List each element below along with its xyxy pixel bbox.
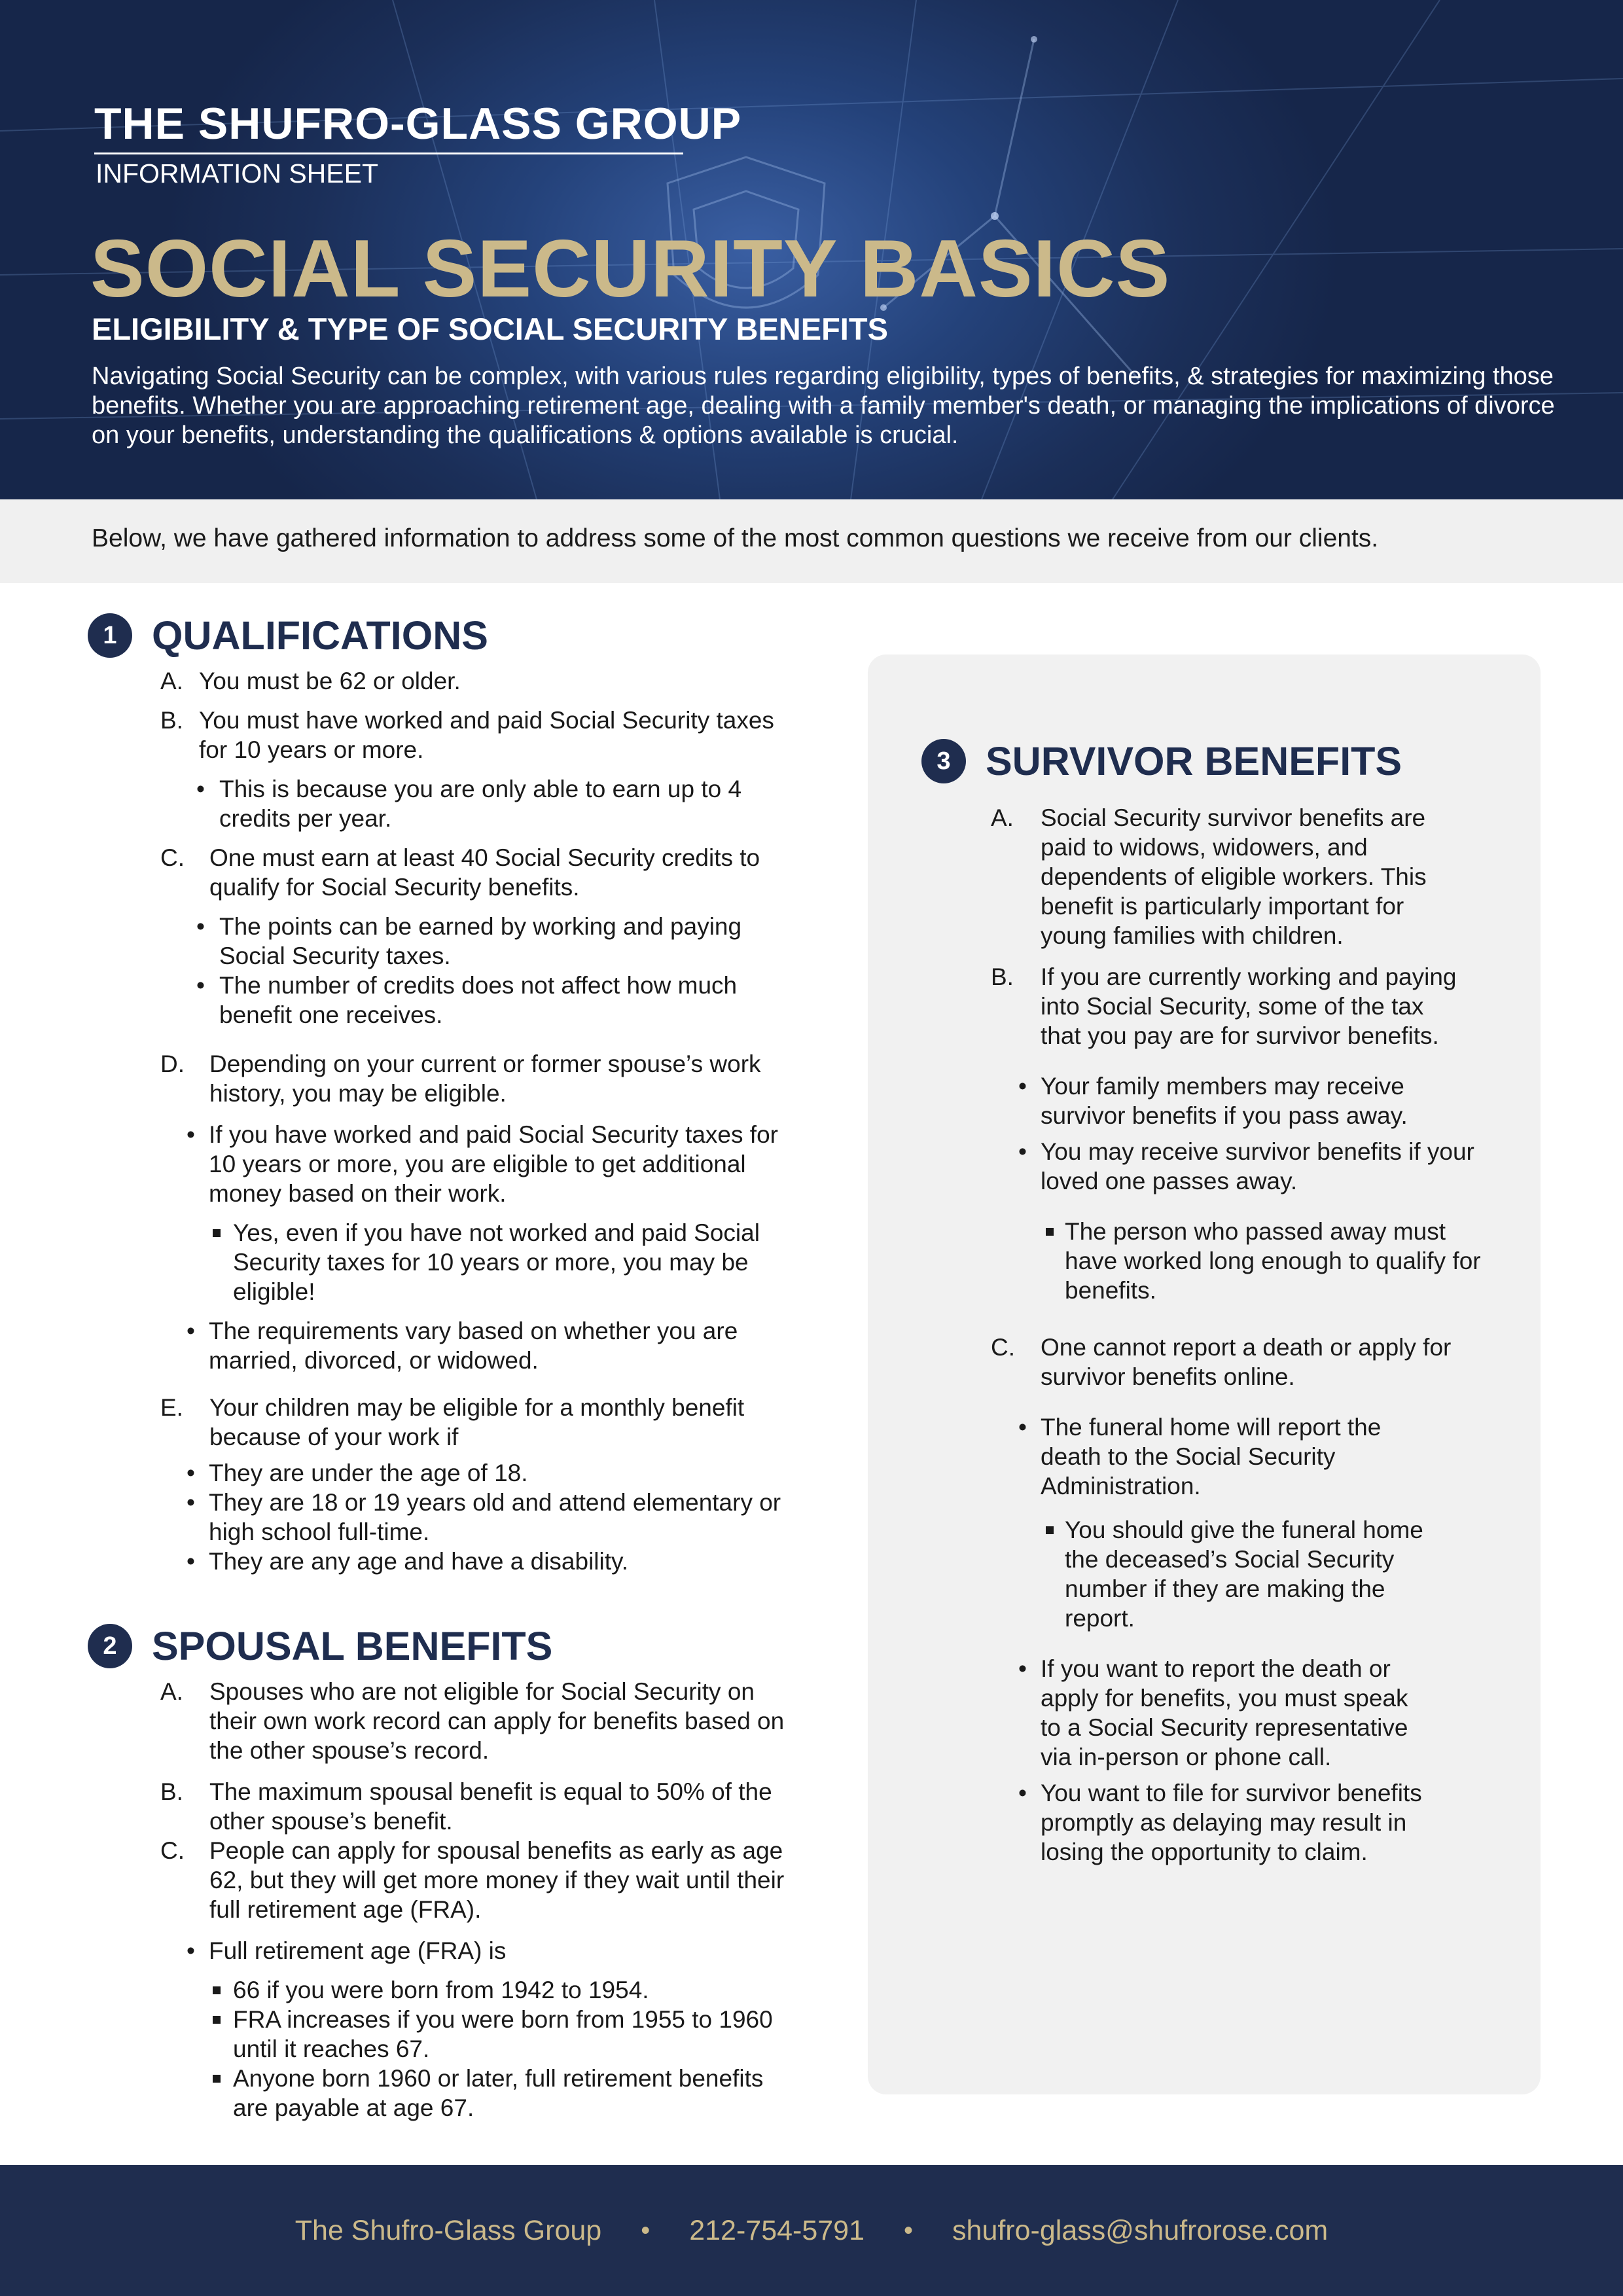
qualifications-list xyxy=(160,666,795,1576)
bullet-text: This is because you are only able to earn up to 4 credits per year. xyxy=(219,776,742,832)
list-item-text: People can apply for spousal benefits as early as age 62, but they will get more money if they wait until their full retirement age (FRA). xyxy=(209,1837,785,1923)
bullet-dot: • xyxy=(187,1937,195,1964)
list-letter: D. xyxy=(160,1050,185,1077)
bullet-dot: • xyxy=(187,1548,195,1575)
list-letter: C. xyxy=(160,1837,185,1864)
bullet-dot: • xyxy=(187,1489,195,1516)
bullet-text: The funeral home will report the death to the Social Security Administration. xyxy=(1041,1414,1382,1499)
list-item-text: You must have worked and paid Social Security taxes for 10 years or more. xyxy=(199,707,774,763)
bullet-dot: • xyxy=(1018,1073,1027,1100)
list-letter: C. xyxy=(160,844,185,871)
list-item-text: One cannot report a death or apply for survivor benefits online. xyxy=(1041,1334,1452,1390)
list-letter: C. xyxy=(991,1334,1015,1361)
list-item-text: The maximum spousal benefit is equal to 50% of the other spouse’s benefit. xyxy=(209,1778,772,1835)
footer-separator: • xyxy=(904,2215,914,2245)
list-item xyxy=(160,666,795,696)
bullet-text: If you want to report the death or apply for benefits, you must speak to a Social Security representative via in-person or phone call. xyxy=(1041,1655,1408,1770)
section-title: SURVIVOR BENEFITS xyxy=(986,739,1402,783)
bullet-item xyxy=(1018,1778,1433,1867)
bullet-text: Your family members may receive survivor benefits if you pass away. xyxy=(1041,1073,1408,1129)
list-item-text: One must earn at least 40 Social Security credits to qualify for Social Security benefits. xyxy=(209,844,760,901)
list-item xyxy=(991,803,1459,950)
list-item xyxy=(160,706,795,764)
bullet-text: They are any age and have a disability. xyxy=(209,1548,629,1575)
square-bullet xyxy=(1046,1228,1054,1236)
bullet-text: You may receive survivor benefits if your loved one passes away. xyxy=(1041,1138,1474,1194)
sub-bullet-text: Anyone born 1960 or later, full retirement benefits are payable at age 67. xyxy=(233,2065,764,2121)
bullet-item xyxy=(187,1547,785,1576)
bullet-item xyxy=(196,774,743,833)
company-name: THE SHUFRO-GLASS GROUP xyxy=(94,99,742,149)
sub-bullet-text: FRA increases if you were born from 1955 to 1960 until it reaches 67. xyxy=(233,2006,773,2062)
footer-company-name: The Shufro-Glass Group xyxy=(294,2214,602,2246)
footer-phone[interactable]: 212-754-5791 xyxy=(689,2214,865,2246)
bullet-text: You want to file for survivor benefits promptly as delaying may result in losing the opportunity to claim. xyxy=(1041,1780,1422,1865)
footer-separator: • xyxy=(641,2215,651,2245)
section-number-badge: 1 xyxy=(88,613,132,658)
sub-bullet-item xyxy=(213,2064,796,2123)
section-title: QUALIFICATIONS xyxy=(152,613,488,658)
list-letter: A. xyxy=(991,804,1014,831)
sub-bullet-item xyxy=(213,1975,796,2005)
bullet-item xyxy=(187,1458,785,1488)
bullet-item xyxy=(1018,1071,1486,1130)
section-spousal-heading xyxy=(88,1623,552,1669)
list-item xyxy=(991,1333,1459,1391)
list-item xyxy=(160,1393,785,1452)
section-title: SPOUSAL BENEFITS xyxy=(152,1624,553,1668)
list-item xyxy=(160,843,795,902)
bullet-item xyxy=(196,912,782,971)
section-qualifications-heading xyxy=(88,613,488,658)
list-item xyxy=(160,1049,795,1108)
list-item xyxy=(991,962,1459,1050)
bullet-item xyxy=(1018,1654,1433,1772)
list-item xyxy=(160,1836,798,1924)
intro-band-text: Below, we have gathered information to address some of the most common questions we receive from our clients. xyxy=(92,524,1379,552)
bullet-item xyxy=(1018,1412,1433,1501)
square-bullet xyxy=(213,1986,221,1994)
sub-bullet-item xyxy=(213,2005,796,2064)
page-subtitle: ELIGIBILITY & TYPE OF SOCIAL SECURITY BENEFITS xyxy=(92,312,888,346)
list-letter: A. xyxy=(160,1678,183,1705)
list-item xyxy=(160,1777,798,1836)
bullet-item xyxy=(1018,1137,1486,1196)
sub-bullet-text: You should give the funeral home the deceased’s Social Security number if they are making the report. xyxy=(1065,1516,1423,1632)
sub-bullet-item xyxy=(213,1218,822,1306)
bullet-item xyxy=(187,1936,785,1965)
bullet-dot: • xyxy=(196,913,205,940)
bullet-item xyxy=(187,1316,785,1375)
section-survivor-heading xyxy=(921,738,1402,784)
sub-bullet-item xyxy=(1046,1515,1431,1633)
bullet-text: The requirements vary based on whether you are married, divorced, or widowed. xyxy=(209,1318,738,1374)
bullet-text: Full retirement age (FRA) is xyxy=(209,1937,507,1964)
list-item-text: Depending on your current or former spouse’s work history, you may be eligible. xyxy=(209,1050,761,1107)
page-title: SOCIAL SECURITY BASICS xyxy=(90,224,1171,314)
company-underline xyxy=(94,152,683,154)
list-item-text: Spouses who are not eligible for Social Security on their own work record can apply for benefits based on the other spouse’s record. xyxy=(209,1678,785,1764)
list-letter: B. xyxy=(991,963,1014,990)
intro-band xyxy=(0,499,1623,583)
bullet-dot: • xyxy=(187,1121,195,1148)
square-bullet xyxy=(213,1229,221,1237)
bullet-text: The number of credits does not affect how much benefit one receives. xyxy=(219,972,738,1028)
bullet-text: If you have worked and paid Social Security taxes for 10 years or more, you are eligible to get additional money based on their work. xyxy=(209,1121,778,1207)
intro-paragraph: Navigating Social Security can be complex, with various rules regarding eligibility, types of benefits, & strategies for maximizing those benefits. Whether you are approaching retirement age, dealing with a family member's death, or managing the implications of divorce on your benefits, understanding the qualifications & options available is crucial. xyxy=(92,363,1555,449)
bullet-dot: • xyxy=(1018,1138,1027,1165)
list-item-text: Your children may be eligible for a monthly benefit because of your work if xyxy=(209,1394,745,1450)
bullet-dot: • xyxy=(187,1318,195,1344)
list-letter: E. xyxy=(160,1394,183,1421)
list-item xyxy=(160,1677,798,1765)
sub-bullet-text: 66 if you were born from 1942 to 1954. xyxy=(233,1977,649,2003)
bullet-text: They are 18 or 19 years old and attend elementary or high school full-time. xyxy=(209,1489,781,1545)
square-bullet xyxy=(213,2016,221,2024)
list-item-text: You must be 62 or older. xyxy=(199,668,461,694)
footer-email-link[interactable]: shufro-glass@shufrorose.com xyxy=(952,2214,1329,2246)
list-item-text: Social Security survivor benefits are paid to widows, widowers, and dependents of eligible workers. This benefit is particularly important for young families with children. xyxy=(1041,804,1427,949)
list-letter: B. xyxy=(160,707,183,734)
footer-contact-line xyxy=(0,2165,1623,2296)
bullet-item xyxy=(187,1488,785,1547)
bullet-item xyxy=(196,971,782,1030)
spousal-list xyxy=(160,1677,795,2123)
list-letter: A. xyxy=(160,668,183,694)
footer xyxy=(0,2165,1623,2296)
bullet-dot: • xyxy=(196,972,205,999)
header-banner xyxy=(0,0,1623,499)
bullet-text: They are under the age of 18. xyxy=(209,1460,528,1486)
square-bullet xyxy=(213,2075,221,2083)
bullet-dot: • xyxy=(1018,1414,1027,1441)
bullet-dot: • xyxy=(187,1460,195,1486)
square-bullet xyxy=(1046,1526,1054,1534)
sub-bullet-text: The person who passed away must have worked long enough to qualify for benefits. xyxy=(1065,1218,1481,1304)
bullet-text: The points can be earned by working and paying Social Security taxes. xyxy=(219,913,742,969)
sheet-label: INFORMATION SHEET xyxy=(96,158,379,188)
list-item-text: If you are currently working and paying into Social Security, some of the tax that you pay are for survivor benefits. xyxy=(1041,963,1457,1049)
list-letter: B. xyxy=(160,1778,183,1805)
section-number-badge: 2 xyxy=(88,1624,132,1668)
section-number-badge: 3 xyxy=(921,739,966,783)
bullet-dot: • xyxy=(1018,1655,1027,1682)
sub-bullet-item xyxy=(1046,1217,1484,1305)
bullet-item xyxy=(187,1120,785,1208)
bullet-dot: • xyxy=(196,776,205,802)
survivor-list xyxy=(991,803,1501,1867)
sub-bullet-text: Yes, even if you have not worked and paid Social Security taxes for 10 years or more, you may be eligible! xyxy=(233,1219,760,1305)
bullet-dot: • xyxy=(1018,1780,1027,1806)
